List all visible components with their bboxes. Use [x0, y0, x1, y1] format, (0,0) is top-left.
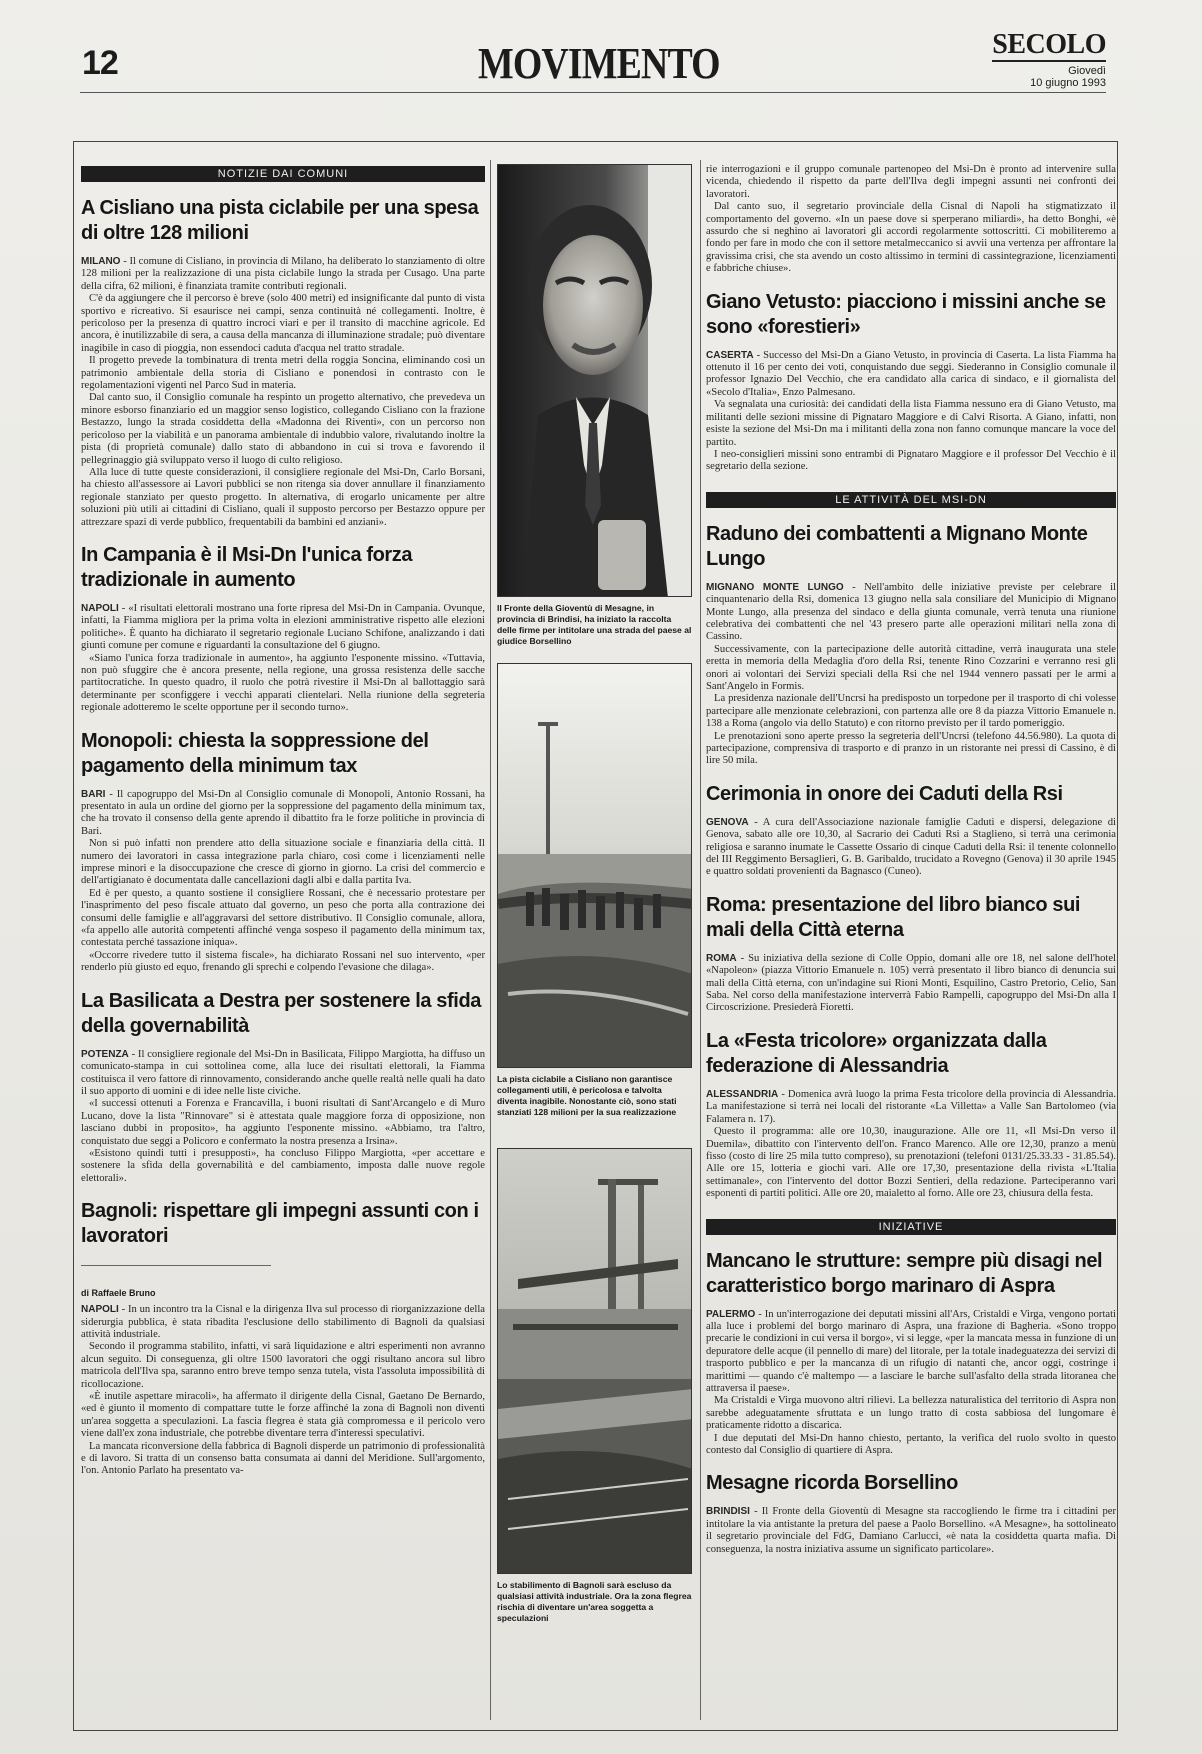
- column-left: [81, 160, 485, 1478]
- paragraph: - Domenica avrà luogo la prima Festa tricolore della provincia di Alessandria. La manifestazione si terrà nei locali del ristorante «La Villetta» a Valle San Bartolomeo (via Falamera n. 17).: [706, 1088, 1116, 1125]
- dateline: NAPOLI: [81, 602, 119, 614]
- paragraph: - Nell'ambito delle iniziative previste per celebrare il cinquantenario della Rsi, domenica 13 giugno nella sala consiliare del Municipio di Mignano Monte Lungo, alla presenza del sindaco e della giunta comunale, verrà tenuta una riunione celebrativa dei combattenti che nel '43 presero parte alle operazioni militari nella zona di Cassino.: [706, 581, 1116, 643]
- section-title: MOVIMENTO: [478, 39, 720, 88]
- article-campania: [81, 543, 485, 715]
- paragraph: Ed è per questo, a quanto sostiene il consigliere Rossani, che è necessario protestare per l'inasprimento del peso fiscale attuato dal governo, un peso che porta alla contrazione dei consumi delle famiglie e all'aggravarsi del settore distributivo. Il Consiglio comunale, allora, «fa appello alle autorità competenti affinché venga sospeso il pagamento della minimum tax, contestata perché tassazione iniqua».: [81, 887, 485, 949]
- masthead-brand: [992, 30, 1106, 89]
- paragraph: «Occorre rivedere tutto il sistema fiscale», ha dichiarato Rossani nel suo intervento, «per renderlo più giusto ed equo, frenando gli sprechi e colpendo l'evasione che dilaga».: [81, 949, 485, 974]
- newspaper-logo: SECOLO: [992, 29, 1106, 60]
- masthead-rule: [80, 92, 1106, 93]
- paragraph: - In un'interrogazione dei deputati missini all'Ars, Cristaldi e Virga, vengono portati alla luce i problemi del borgo marinaro di Aspra, una frazione di Bagheria. «Sono troppo precarie le condizioni in cui versa il borgo», vi si legge, «per la mancata messa in funzione di un depuratore delle acque (il pennello di mare) del litorale, per la totale inadeguatezza dei servizi di trasporto pubblico e per la mancanza di un rifugio di natanti che, ancor oggi, costringe i marittimi — quando c'è maltempo — a lasciare le barche sull'asfalto della strada litoranea che attraversa il paese».: [706, 1308, 1116, 1394]
- paragraph: - A cura dell'Associazione nazionale famiglie Caduti e dispersi, delegazione di Genova, sabato alle ore 10,30, al Sacrario dei Caduti Rsi a Staglieno, si terrà una cerimonia religiosa e saranno inumate le Cassette Ossario di cinque Caduti della Rsi: il tenente colonnello del III Reggimento Bersaglieri, G. B. Garibaldo, trucidato a Rovegno (Genova) il 30 aprile 1945 e quattro soldati provenienti da Bagnasco (Cuneo).: [706, 816, 1116, 878]
- article-monopoli: [81, 729, 485, 975]
- paragraph: «È inutile aspettare miracoli», ha affermato il dirigente della Cisnal, Gaetano De Bernardo, «ed è giunto il momento di compattare tutte le forze affinché la zona di Bagnoli non diventi un'area soggetta a speculazioni. La fascia flegrea è stata già compromessa e il pericolo vero viene dall'ex zona industriale, che potrebbe diventare terra d'interessi speculativi.: [81, 1391, 485, 1440]
- headline: Monopoli: chiesta la soppressione del pagamento della minimum tax: [81, 729, 429, 777]
- headline: Raduno dei combattenti a Mignano Monte Lungo: [706, 522, 1088, 570]
- column-photos: [497, 160, 692, 1640]
- section-bar: NOTIZIE DAI COMUNI: [81, 166, 485, 182]
- column-right: [706, 160, 1116, 1556]
- column-divider: [700, 160, 701, 1720]
- cycle-path-image: [498, 664, 692, 1068]
- paragraph: I neo-consiglieri missini sono entrambi di Pignataro Maggiore e il professor Del Vecchio è il segretario della sezione.: [706, 448, 1116, 473]
- paragraph: «Esistono quindi tutti i presupposti», ha concluso Filippo Margiotta, «per accettare e sostenere la sfida della governabilità e del cambiamento, imposta dalle nuove regole elettorali».: [81, 1147, 485, 1184]
- headline: Giano Vetusto: piacciono i missini anche se sono «forestieri»: [706, 290, 1106, 338]
- article-roma: [706, 893, 1116, 1015]
- paragraph: - In un incontro tra la Cisnal e la dirigenza Ilva sul processo di riorganizzazione della siderurgia pubblica, è stata ribadita l'esclusione dello stabilimento di Bagnoli da qualsiasi attività industriale.: [81, 1304, 485, 1340]
- paragraph: «I successi ottenuti a Forenza e Francavilla, i buoni risultati di Sant'Arcangelo e di Muro Lucano, dove la lista "Rinnovare" si è attestata quale maggiore forza di opposizione, non lasciano dubbi in proposito», ha aggiunto l'esponente missino. «Abbiamo, tra l'altro, conquistato due seggi a Policoro e confermato la nostra presenza a Irsina».: [81, 1098, 485, 1147]
- paragraph: Successivamente, con la partecipazione delle autorità cittadine, verrà inaugurata una stele eretta in memoria della Medaglia d'oro della Rsi, tenente Rino Cozzarini e verranno resi gli onori ai volontari dei Servizi speciali della Rsi che nel 1944 vennero passati per le armi a Sant'Angelo in Formis.: [706, 643, 1116, 692]
- headline: Roma: presentazione del libro bianco sui mali della Città eterna: [706, 893, 1081, 941]
- photo-cycle-path: [497, 663, 692, 1068]
- dateline: NAPOLI: [81, 1304, 119, 1316]
- article-bagnoli-continued: [706, 164, 1116, 276]
- paragraph: - Su iniziativa della sezione di Colle Oppio, domani alle ore 18, nel salone dell'hotel «Napoleon» (piazza Vittorio Emanuele n. 105) verrà presentato il libro bianco di denuncia sui mali della Città eterna, con un'indagine sui Rioni Monti, Esquilino, Castro Pretorio, Celio, San Saba. Nel corso della manifestazione interverrà Fabio Rampelli, capogruppo del Msi-Dn alla I Circoscrizione. Presiederà Fioretti.: [706, 952, 1116, 1014]
- page-number: 12: [82, 44, 118, 82]
- dateline: POTENZA: [81, 1048, 129, 1060]
- paragraph: I due deputati del Msi-Dn hanno chiesto, pertanto, la verifica del ruolo svolto in questo contesto dal Consiglio di quartiere di Aspra.: [706, 1432, 1116, 1456]
- byline: di Raffaele Bruno: [81, 1265, 271, 1298]
- dateline: ROMA: [706, 952, 737, 964]
- article-mignano: [706, 522, 1116, 768]
- paragraph: - Successo del Msi-Dn a Giano Vetusto, in provincia di Caserta. La lista Fiamma ha ottenuto il 16 per cento dei voti, conquistando due seggi. Siederanno in Consiglio comunale il professor Ignazio Del Vecchio, che era candidato alla carica di sindaco, e il giornalista del «Secolo d'Italia», Enzo Palmesano.: [706, 349, 1116, 398]
- paragraph: Dal canto suo, il Consiglio comunale ha respinto un progetto alternativo, che prevedeva un minore esborso finanziario ed un maggior senso logistico, collegando Cisliano con la frazione Bestazzo, lungo la strada cosiddetta della «Madonna dei Riventi», con un percorso non pericoloso per la viabilità e un panorama ambientale di indubbio valore, rivalutando inoltre la pista (di proprietà comunale) dallo stato di abbandono in cui si trova e favorendo il pellegrinaggio già sviluppato verso il luogo di culto religioso.: [81, 392, 485, 466]
- portrait-image: [498, 165, 692, 597]
- article-genova: [706, 782, 1116, 879]
- issue-weekday: Giovedì: [1068, 65, 1106, 77]
- article-aspra: [706, 1249, 1116, 1458]
- paragraph: Il progetto prevede la tombinatura di trenta metri della roggia Soncina, eliminando così un patrimonio ambientale della storia di Cisliano e ponendosi in contrasto con le regolamentazioni vigenti nel Parco Sud in materia.: [81, 355, 485, 392]
- dateline: BRINDISI: [706, 1506, 750, 1518]
- article-mesagne: [706, 1471, 1116, 1556]
- dateline: GENOVA: [706, 816, 749, 828]
- paragraph: - «I risultati elettorali mostrano una forte ripresa del Msi-Dn in Campania. Ovunque, infatti, la Fiamma migliora per la prima volta in elezioni amministrative rispetto alle elezioni politiche». È quanto ha dichiarato il segretario regionale Luciano Schifone, analizzando i dati giunti comune per comune e riguardanti la consultazione del 6 giugno.: [81, 602, 485, 652]
- paragraph: Va segnalata una curiosità: dei candidati della lista Fiamma nessuno era di Giano Vetusto, ma militanti delle sezioni missine di Pignataro Maggiore e di Calvi Risorta. A Giano, infatti, non esiste la sezione del Msi-Dn ma i militanti della zona non fanno comunque mancare la voce del partito.: [706, 399, 1116, 448]
- paragraph: rie interrogazioni e il gruppo comunale partenopeo del Msi-Dn è pronto ad intervenire sulla vicenda, chiedendo il rispetto da parte dell'Ilva degli impegni assunti nei confronti dei lavoratori.: [706, 164, 1116, 200]
- paragraph: - Il comune di Cisliano, in provincia di Milano, ha deliberato lo stanziamento di oltre 128 milioni per la realizzazione di una pista ciclabile lungo la strada per Cusago. Una parte della cifra, 62 milioni, è finanziata tramite contributi regionali.: [81, 256, 485, 292]
- bagnoli-plant-image: [498, 1149, 692, 1574]
- paragraph: Dal canto suo, il segretario provinciale della Cisnal di Napoli ha stigmatizzato il comportamento del governo. «In un paese dove si sperperano miliardi», ha detto Bonghi, «è assurdo che si neghino ai lavoratori gli accordi regolarmente sottoscritti. Ci mobiliteremo a fondo per fare in modo che con il settore metalmeccanico si avvii una vertenza per affrontare la gravissima crisi, che sta avendo un costo altissimo in termini di cassintegrazione, licenziamenti e fabbriche chiuse».: [706, 201, 1116, 275]
- headline: Bagnoli: rispettare gli impegni assunti con i lavoratori: [81, 1200, 479, 1248]
- dateline: CASERTA: [706, 349, 754, 361]
- headline: In Campania è il Msi-Dn l'unica forza tradizionale in aumento: [81, 543, 413, 591]
- dateline: MIGNANO MONTE LUNGO: [706, 581, 844, 593]
- paragraph: Questo il programma: alle ore 10,30, inaugurazione. Alle ore 11, «Il Msi-Dn verso il Duemila», dibattito con l'intervento dell'on. Franco Marenco. Alle ore 12,30, pranzo a menù fisso (costo di lire 25 mila tutto compreso), su prenotazioni (telefoni 0131/25.33.33 - 31.85.54). Alle ore 15, lotteria e giochi vari. Alle ore 17,30, presentazione della rivista «L'Italia settimanale», con l'intervento del dottor Bozzi Sentieri, della redazione. Parteciperanno vari esponenti di partiti politici. Alle ore 20, maialetto al forno. Alle ore 23, chiusura della festa.: [706, 1126, 1116, 1200]
- dateline: PALERMO: [706, 1308, 756, 1320]
- paragraph: Ma Cristaldi e Virga muovono altri rilievi. La bellezza naturalistica del territorio di Aspra non sarebbe adeguatamente sfruttata e un lungo tratto di costa sabbiosa del lungomare è praticamente ridotto a discarica.: [706, 1395, 1116, 1432]
- article-cisliano: [81, 196, 485, 529]
- paragraph: C'è da aggiungere che il percorso è breve (solo 400 metri) ed insignificante dal punto di vista sportivo e ricreativo. Si esaurisce nei campi, senza continuità né collegamenti. Inoltre, è pericoloso per la presenza di quattro incroci viari e per il transito di macchine agricole. Ed ancora, è inutilizzabile di sera, a causa della mancanza di illuminazione stradale; può diventare inagibile in caso di pioggia, non essendoci caduta d'acqua nel tratto stradale.: [81, 293, 485, 354]
- dateline: BARI: [81, 788, 106, 800]
- paragraph: La presidenza nazionale dell'Uncrsi ha predisposto un torpedone per il trasporto di chi volesse partecipare alle menzionate celebrazioni, con partenza alle ore 8 da piazza Vittorio Emanuele n. 138 a Roma (angolo via dello Statuto) e con ritorno previsto per il tardo pomeriggio.: [706, 693, 1116, 730]
- paragraph: Alla luce di tutte queste considerazioni, il consigliere regionale del Msi-Dn, Carlo Borsani, ha chiesto all'assessore ai Lavori pubblici se non ritenga sia dover annullare il finanziamento regionale stanziato per questo progetto. In alternativa, di erogarlo unicamente per altre soluzioni più utili ai cittadini di Cisliano, quali il supposto percorso per Bestazzo oppure per attrezzare spazi di verde pubblico, frequentabili da bambini ed anziani».: [81, 466, 485, 528]
- article-alessandria: [706, 1029, 1116, 1201]
- section-bar: INIZIATIVE: [706, 1219, 1116, 1235]
- headline: La «Festa tricolore» organizzata dalla federazione di Alessandria: [706, 1029, 1047, 1077]
- headline: Mancano le strutture: sempre più disagi nel caratteristico borgo marinaro di Aspra: [706, 1249, 1103, 1297]
- paragraph: - Il consigliere regionale del Msi-Dn in Basilicata, Filippo Margiotta, ha diffuso un comunicato-stampa in cui sottolinea come, alla luce dei risultati elettorali, la Fiamma costituisca il vero fattore di rinnovamento, considerando anche quelle realtà nelle quali ha dato il suo apporto di uomini e di idee nelle liste civiche.: [81, 1048, 485, 1097]
- paragraph: «Siamo l'unica forza tradizionale in aumento», ha aggiunto l'esponente missino. «Tuttavia, non può sfuggire che è ancora presente, nella regione, una grossa resistenza delle sacche partitocratiche. In questo quadro, il ruolo che potrà rivestire il Msi-Dn al ballottaggio sarà determinante per sconfiggere i vecchi apparati clientelari. Nella riunione della segreteria regionale adotteremo le scelte opportune per il secondo turno».: [81, 652, 485, 714]
- photo-caption: La pista ciclabile a Cisliano non garantisce collegamenti utili, è pericolosa e talvolta diventa inagibile. Nonostante ciò, sono stati stanziati 128 milioni per la sua realizzazione: [497, 1074, 677, 1117]
- headline: Mesagne ricorda Borsellino: [706, 1472, 958, 1495]
- dateline: ALESSANDRIA: [706, 1088, 779, 1100]
- column-divider: [490, 160, 491, 1720]
- paragraph: Le prenotazioni sono aperte presso la segreteria dell'Uncrsi (telefono 44.56.980). La quota di partecipazione, comprensiva di trasporto e di pranzo in un ristorante nei pressi di Cassino, è di lire 50 mila.: [706, 730, 1116, 767]
- headline: La Basilicata a Destra per sostenere la sfida della governabilità: [81, 989, 481, 1037]
- section-bar: LE ATTIVITÀ DEL MSI-DN: [706, 492, 1116, 508]
- photo-caption: Il Fronte della Gioventù di Mesagne, in provincia di Brindisi, ha iniziato la raccolta delle firme per intitolare una strada del paese al giudice Borsellino: [497, 603, 692, 646]
- headline: Cerimonia in onore dei Caduti della Rsi: [706, 782, 1063, 805]
- article-bagnoli: [81, 1199, 485, 1478]
- dateline: MILANO: [81, 256, 121, 267]
- article-giano-vetusto: [706, 290, 1116, 474]
- paragraph: - Il capogruppo del Msi-Dn al Consiglio comunale di Monopoli, Antonio Rossani, ha presentato in aula un ordine del giorno per la soppressione del pagamento della minimum tax, che ha trovato il consenso della gente aprendo il dibattito fra le forze politiche in provincia di Bari.: [81, 788, 485, 837]
- paragraph: - Il Fronte della Gioventù di Mesagne sta raccogliendo le firme tra i cittadini per intitolare la via antistante la pretura del paese a Paolo Borsellino. «A Mesagne», ha sottolineato il segretario provinciale del FdG, Damiano Carlucci, «è nata la cosiddetta quarta mafia. Di conseguenza, la nostra iniziativa assume un significato particolare».: [706, 1506, 1116, 1555]
- photo-bagnoli: [497, 1148, 692, 1574]
- headline: A Cisliano una pista ciclabile per una spesa di oltre 128 milioni: [81, 197, 479, 244]
- paragraph: Non si può infatti non prendere atto della situazione sociale e finanziaria della città. Il numero dei lavoratori in cassa integrazione parla chiaro, così come i licenziamenti nelle imprese minori e la disoccupazione che cresce di giorno in giorno. La crisi del commercio e dell'artigianato è documentata dalle cancellazioni dagli albi e dalla partita Iva.: [81, 838, 485, 887]
- paragraph: Secondo il programma stabilito, infatti, vi sarà liquidazione e altri esperimenti non avranno alcun seguito. Di conseguenza, gli oltre 1500 lavoratori che oggi risultano ancora sul libro matricola dell'Ilva spa, saranno entro breve tempo senza tutela, vista l'assoluta impossibilità di ricollocazione.: [81, 1341, 485, 1390]
- photo-caption: Lo stabilimento di Bagnoli sarà escluso da qualsiasi attività industriale. Ora la zona flegrea rischia di diventare un'area soggetta a speculazioni: [497, 1580, 692, 1623]
- paragraph: La mancata riconversione della fabbrica di Bagnoli disperde un patrimonio di professionalità e di lavoro. Si tratta di un consenso batta consumata ai danni del Meridione. Sull'argomento, l'on. Antonio Parlato ha presentato va-: [81, 1440, 485, 1477]
- article-basilicata: [81, 989, 485, 1185]
- photo-borsellino: [497, 164, 692, 597]
- issue-date: 10 giugno 1993: [1030, 77, 1106, 89]
